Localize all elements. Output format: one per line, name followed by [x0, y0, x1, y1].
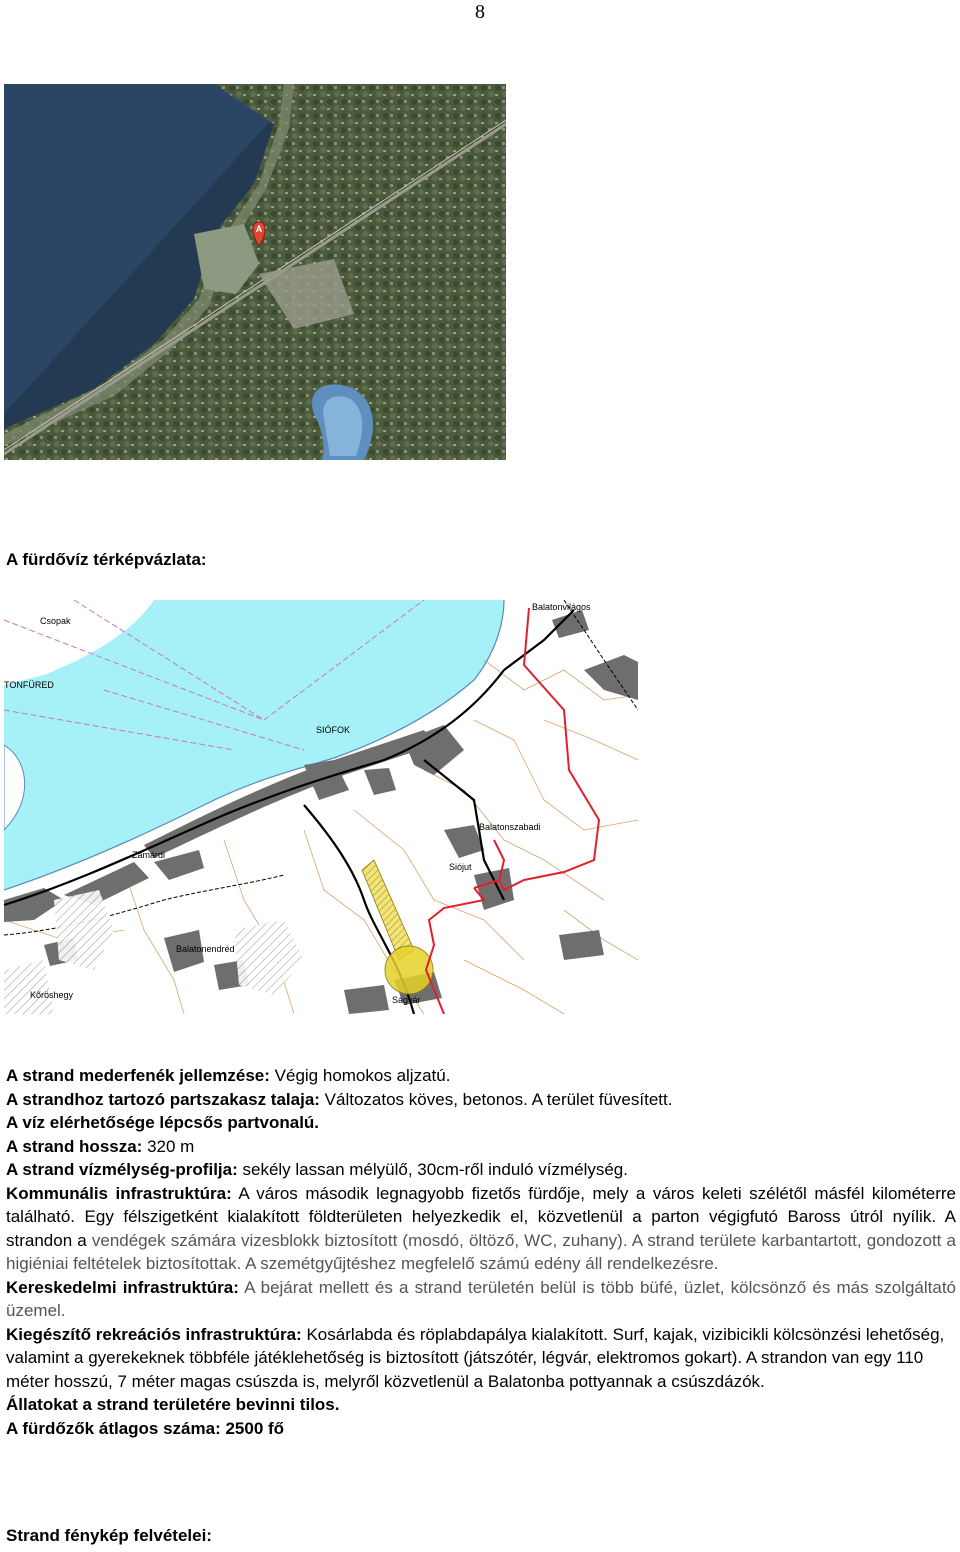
label: A strand vízmélység-profilja:: [6, 1160, 238, 1179]
map-label-balatonfured: TONFÜRED: [4, 680, 54, 690]
value: sekély lassan mélyülő, 30cm-ről induló vízmélység.: [237, 1160, 628, 1179]
map-label-sagvar: Ságvár: [392, 995, 421, 1005]
value: 320 m: [142, 1136, 195, 1156]
line-partszakasz: [6, 1088, 956, 1112]
map-label-balatonendred: Balatonendréd: [176, 944, 235, 954]
value: A bejárat mellett és a strand területén belül is több büfé, üzlet, kölcsönző és más szolgáltató üzemel.: [6, 1277, 956, 1320]
label: Kereskedelmi infrastruktúra:: [6, 1277, 239, 1297]
map-label-zamardi: Zamárdi: [132, 850, 166, 860]
line-allatok: [6, 1393, 956, 1417]
label: Állatokat a strand területére bevinni tilos.: [6, 1395, 340, 1414]
para-kommunalis: [6, 1182, 956, 1276]
map-heading: A fürdővíz térképvázlata:: [6, 550, 207, 569]
label: A strand mederfenék jellemzése:: [6, 1066, 270, 1085]
value: Végig homokos aljzatú.: [269, 1066, 451, 1085]
satellite-image: [4, 84, 506, 460]
map-label-csopak: Csopak: [40, 616, 71, 626]
sketch-map: [4, 600, 638, 1014]
line-strand-hossza: [6, 1135, 956, 1159]
label: A strand hossza:: [6, 1136, 143, 1156]
value: Kosárlabda és röplabdapálya kialakított. Surf, kajak, vizibicikli kölcsönzési lehetőség, valamint a gyerekeknek többféle játéklehetőség is biztosított (játszótér, légvár, elektromos gokart). A strandon van egy 110 méter hosszú, 7 méter magas csúszda is, melyről közvetlenül a Balatonba pottyannak a csúszdázók.: [6, 1324, 945, 1391]
map-label-balatonvilagos: Balatonvilágos: [532, 602, 591, 612]
map-label-koroshegy: Kőröshegy: [30, 990, 74, 1000]
label: A víz elérhetősége lépcsős partvonalú.: [6, 1113, 320, 1132]
line-vizmelyseg: [6, 1158, 956, 1182]
label: A fürdőzők átlagos száma: 2500 fő: [6, 1418, 285, 1438]
line-viz-elerhetoseg: [6, 1111, 956, 1135]
text-part1: A város második legnagyobb fizetős fürdője, mely a város keleti szélétől másfél kilométerre található. Egy félszigetként kialakított földterületen helyezkedik el, közvetlenül a parton végigfutó Baross útról nyílik. A strandon a: [6, 1183, 956, 1250]
label: A strandhoz tartozó partszakasz talaja:: [6, 1089, 320, 1109]
strand-description: [6, 1064, 956, 1440]
marker-label: A: [255, 224, 263, 234]
text-part3: A strand területe karbantartott, gondozott a higiéniai feltételek biztosítottak.: [6, 1230, 956, 1273]
label: Kommunális infrastruktúra:: [6, 1183, 232, 1203]
map-label-balatonszabadi: Balatonszabadi: [479, 822, 541, 832]
para-rekreacios: [6, 1323, 956, 1394]
page-number: 8: [475, 1, 485, 23]
label: Kiegészítő rekreációs infrastruktúra:: [6, 1324, 302, 1344]
value: Változatos köves, betonos. A terület füvesített.: [319, 1089, 673, 1109]
text-part4: A szemétgyűjtéshez megfelelő számú edény áll rendelkezésre.: [241, 1254, 719, 1273]
para-kereskedelmi: [6, 1276, 956, 1323]
line-mederfenek: [6, 1064, 956, 1088]
line-furdozok: [6, 1417, 956, 1441]
map-label-siofok: SIÓFOK: [316, 725, 351, 735]
map-label-siojut: Siójut: [449, 862, 472, 872]
text-part2: vendégek számára vizesblokk biztosított (mosdó, öltöző, WC, zuhany).: [91, 1230, 628, 1250]
photo-heading: Strand fénykép felvételei:: [6, 1526, 212, 1545]
